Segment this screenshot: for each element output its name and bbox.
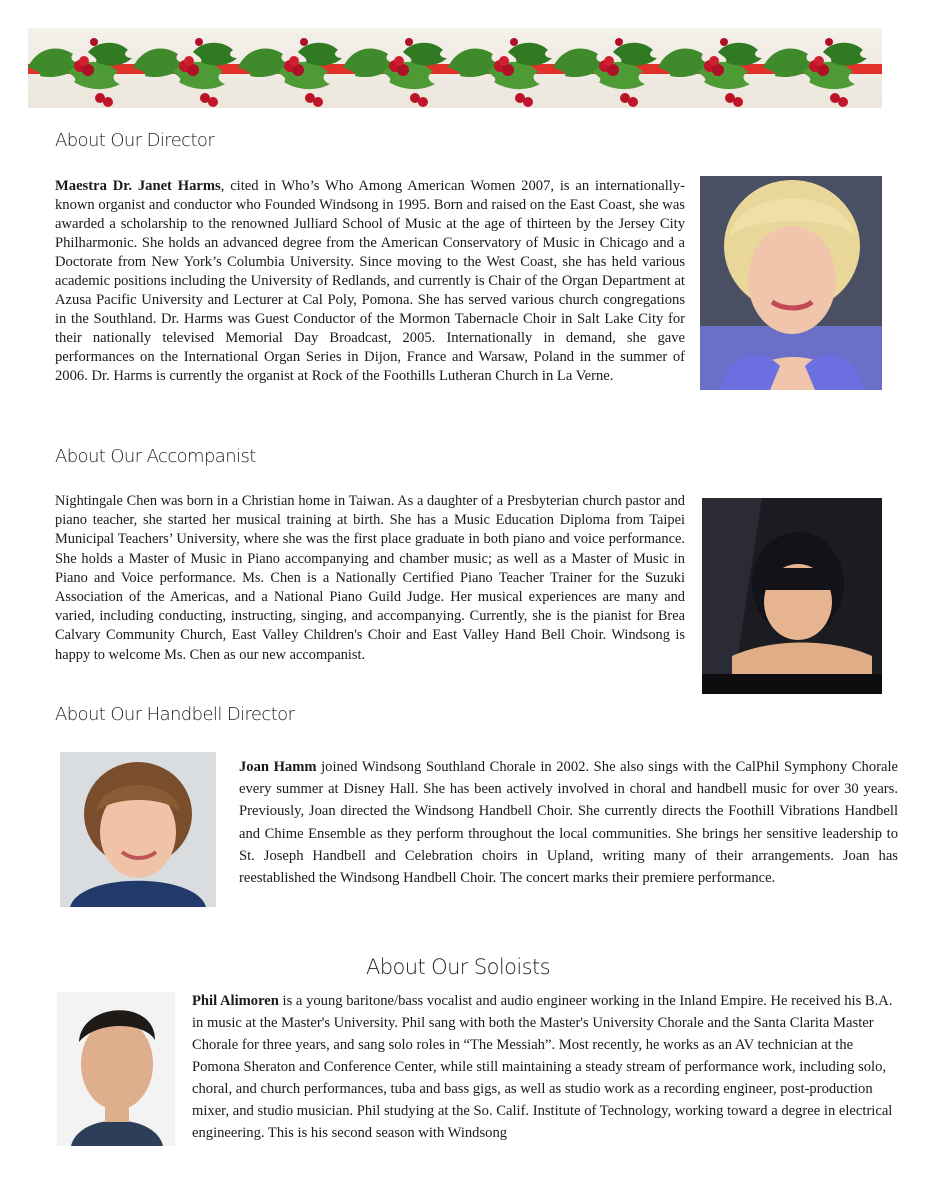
handbell-director-photo: [60, 752, 216, 907]
soloist-bio-text: is a young baritone/bass vocalist and audio engineer working in the Inland Empire. He received his B.A. in music at the Master's University. Phil sang with both the Master's University Chorale and the Santa Clarita Master Chorale for three years, and sang solo roles in “The Messiah”. Most recently, he works as an AV technician at the Pomona Sheraton and Conference Center, while still maintaining a steady stream of performance work, including solo, choral, and church performances, tuba and bass gigs, as well as studio work as a recording engineer, post-production mixer, and studio musician. Phil studying at the So. Calif. Institute of Technology, working toward a degree in electrical engineering. This is his second season with Windsong: [192, 993, 893, 1141]
director-bio: [55, 177, 685, 386]
director-bio-text: , cited in Who’s Who Among American Women 2007, is an internationally-known organist and conductor who Founded Windsong in 1995. Born and raised on the East Coast, she was awarded a scholarship to the renowned Julliard School of Music at the age of thirteen by the Jersey City Philharmonic. She holds an advanced degree from the American Conservatory of Music in Chicago and a Doctorate from New York’s Columbia University. Since moving to the West Coast, she has held various academic positions including the University of Redlands, and currently is Chair of the Organ Department at Azusa Pacific University and Lecturer at Cal Poly, Pomona. She has served various church congregations in the Southland. Dr. Harms was Guest Conductor of the Mormon Tabernacle Choir in Salt Lake City for their nationally televised Memorial Day Broadcast, 2005. Internationally in demand, she gave performances on the International Organ Series in Dijon, France and Warsaw, Poland in the summer of 2006. Dr. Harms is currently the organist at Rock of the Foothills Lutheran Church in La Verne.: [55, 178, 685, 384]
soloist-bio: [192, 990, 902, 1144]
accompanist-bio: Nightingale Chen was born in a Christian home in Taiwan. As a daughter of a Presbyterian church pastor and piano teacher, she started her musical training at birth. She has a Music Education Diploma from Taipei Municipal Teachers’ University, where she was the first place graduate in both piano and voice performance. She holds a Master of Music in Piano accompanying and chamber music; as well as a Master of Music in Piano and Voice performance. Ms. Chen is a Nationally Certified Piano Teacher Trainer for the Suzuki Association of the Americas, and a National Piano Guild Judge. Her musical experiences are many and varied, including conducting, instructing, singing, and accompanying. Currently, she is the pianist for Brea Calvary Community Church, East Valley Children's Choir and East Valley Hand Bell Choir. Windsong is happy to welcome Ms. Chen as our new accompanist.: [55, 493, 685, 663]
holly-banner: [28, 28, 882, 108]
director-name: Maestra Dr. Janet Harms: [55, 178, 221, 194]
soloist-photo: [57, 992, 175, 1146]
accompanist-heading: About Our Accompanist: [55, 446, 256, 467]
director-photo: [700, 176, 882, 390]
handbell-heading: About Our Handbell Director: [55, 704, 295, 725]
soloist-name: Phil Alimoren: [192, 993, 279, 1009]
director-heading: About Our Director: [55, 130, 215, 151]
handbell-director-name: Joan Hamm: [239, 759, 317, 775]
handbell-director-bio: [239, 756, 898, 889]
soloists-heading: About Our Soloists: [366, 955, 550, 979]
handbell-director-bio-text: joined Windsong Southland Chorale in 2002. She also sings with the CalPhil Symphony Chorale every summer at Disney Hall. She has been actively involved in choral and handbell music for over 30 years. Previously, Joan directed the Windsong Handbell Choir. She currently directs the Foothill Vibrations Handbell and Chime Ensemble as they perform throughout the local communities. She brings her sensitive leadership to St. Joseph Handbell and Celebration choirs in Upland, writing many of their arrangements. Joan has reestablished the Windsong Handbell Choir. The concert marks their premiere performance.: [239, 759, 898, 887]
holly-garland-icon: [28, 28, 882, 108]
accompanist-photo: [702, 498, 882, 694]
